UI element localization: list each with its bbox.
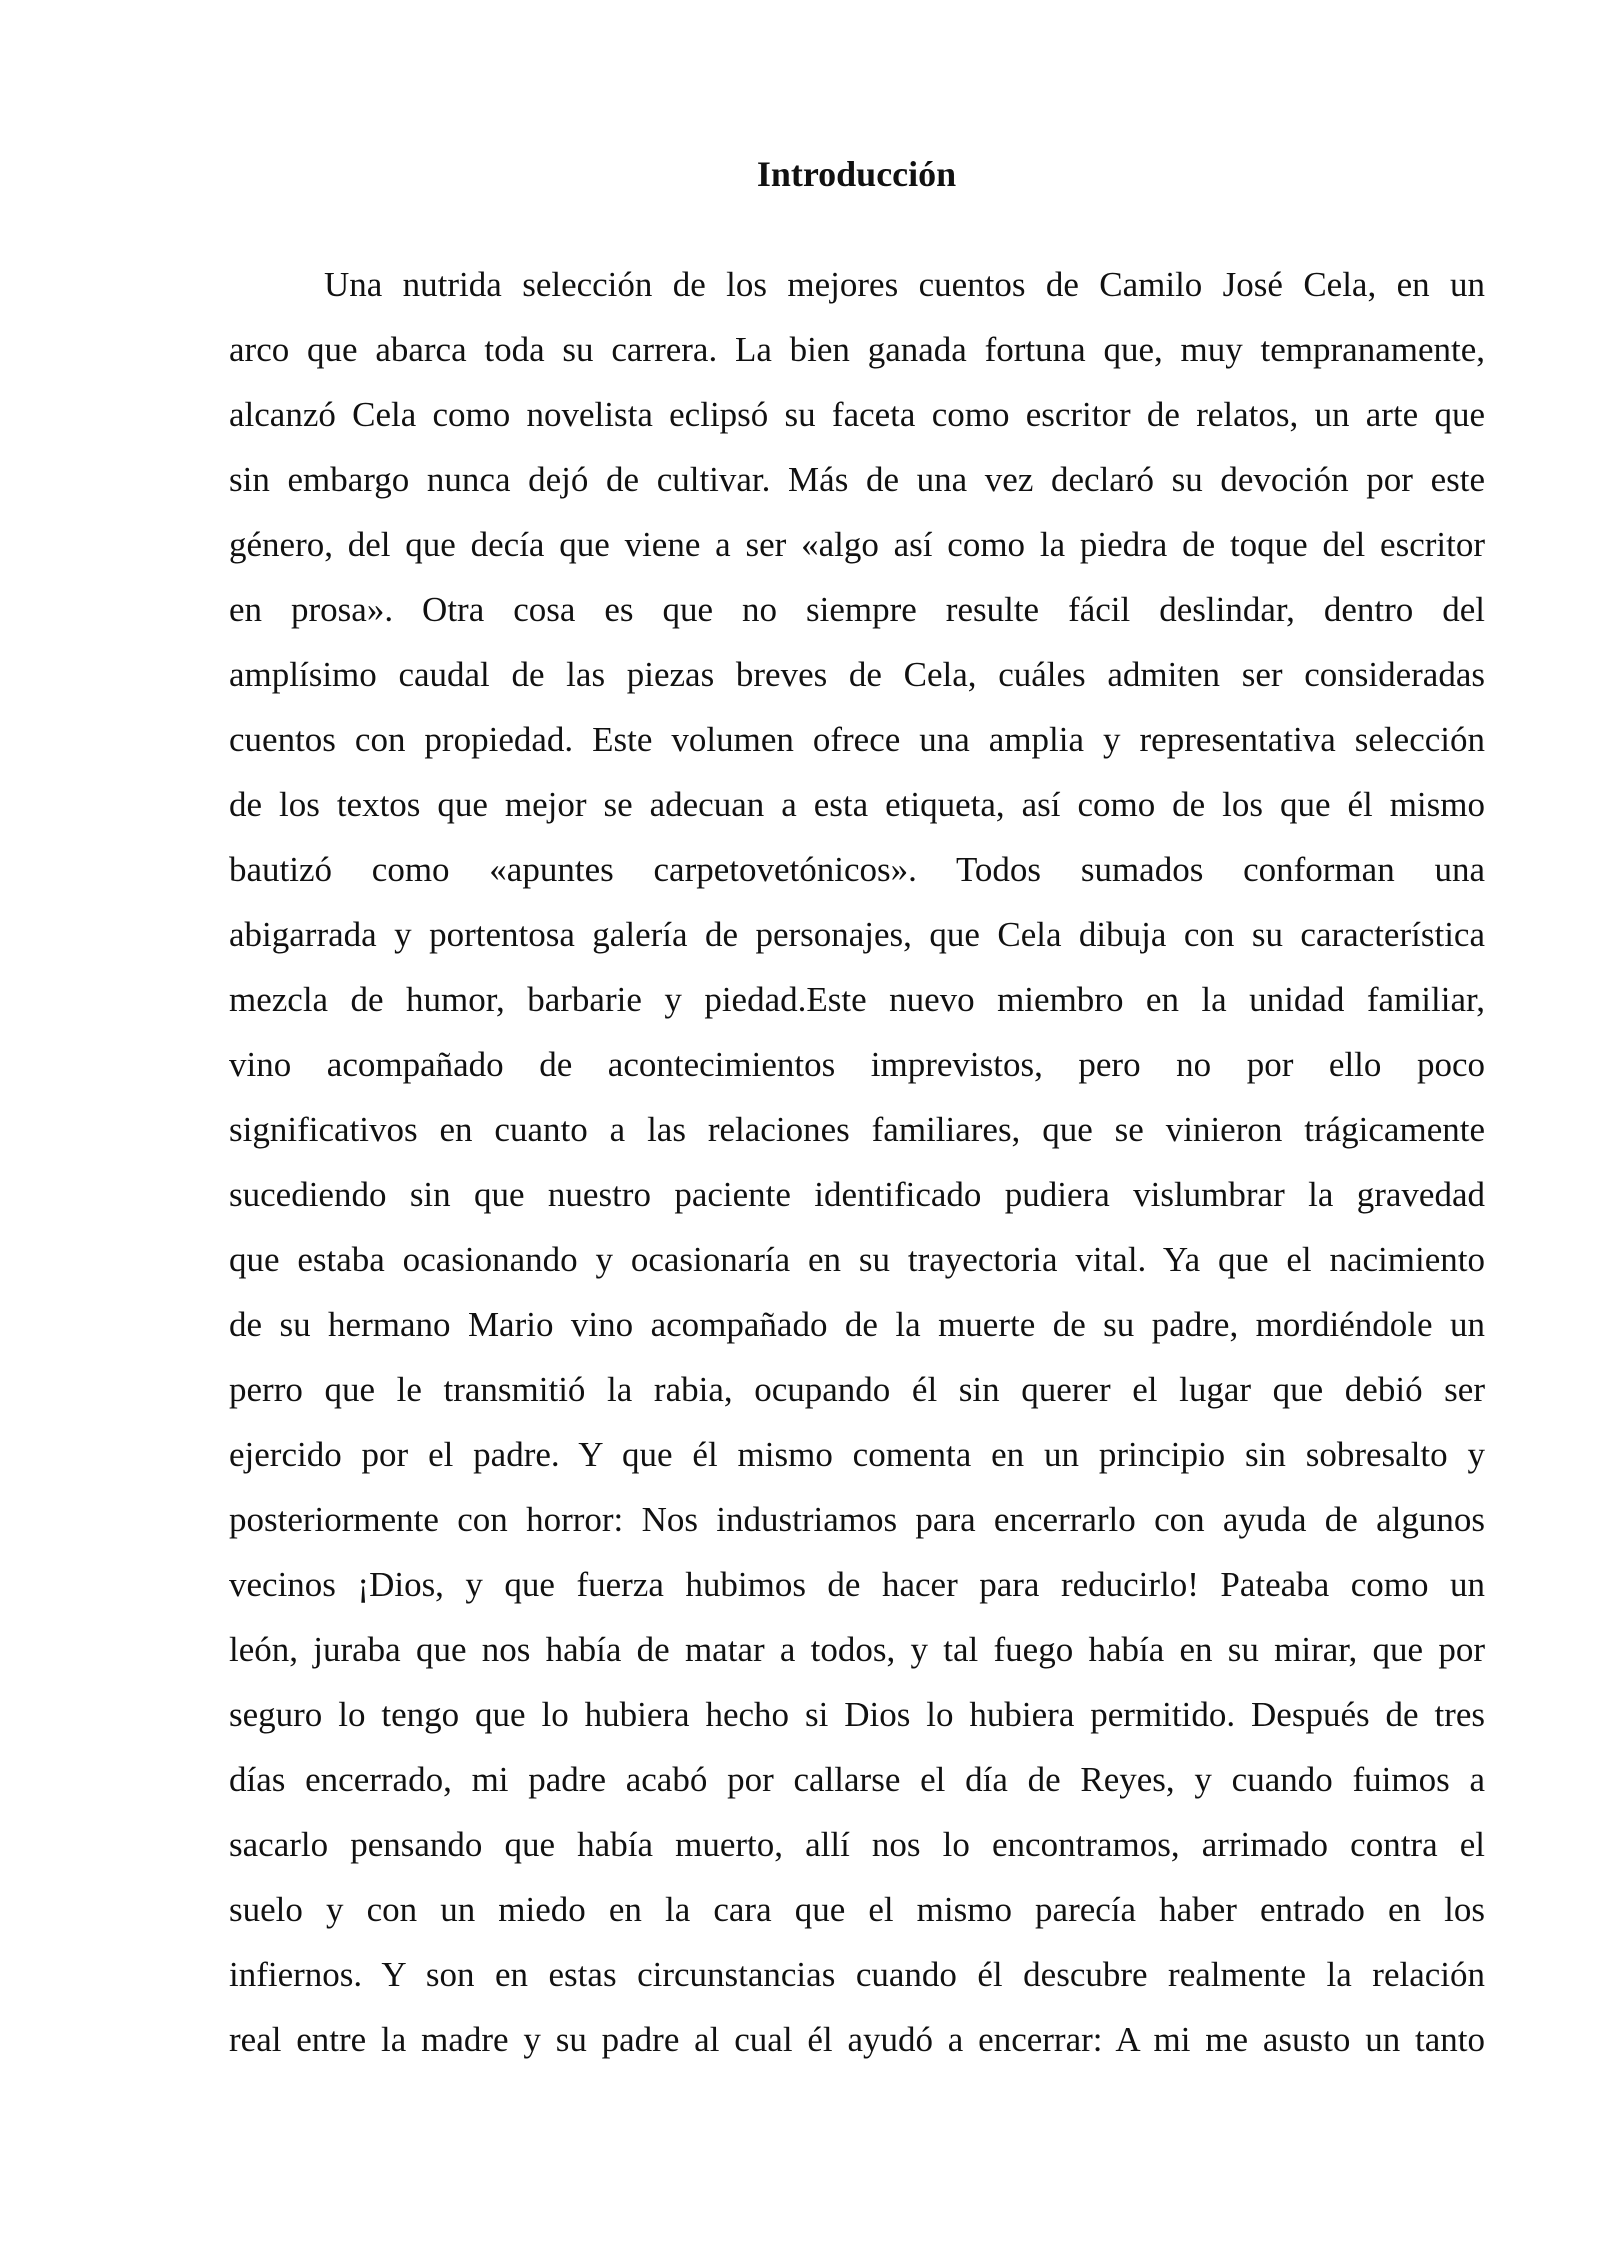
text-line: días encerrado, mi padre acabó por callarse el día de Reyes, y cuando fuimos a (229, 1760, 1485, 1799)
text-line: de su hermano Mario vino acompañado de la muerte de su padre, mordiéndole un (229, 1305, 1485, 1344)
text-line: alcanzó Cela como novelista eclipsó su faceta como escritor de relatos, un arte que (229, 395, 1485, 434)
document-body (229, 252, 1485, 2072)
text-line: de los textos que mejor se adecuan a esta etiqueta, así como de los que él mismo (229, 785, 1485, 824)
text-line: amplísimo caudal de las piezas breves de Cela, cuáles admiten ser consideradas (229, 655, 1485, 694)
text-line: arco que abarca toda su carrera. La bien ganada fortuna que, muy tempranamente, (229, 330, 1485, 369)
text-line: sacarlo pensando que había muerto, allí nos lo encontramos, arrimado contra el (229, 1825, 1485, 1864)
text-line: abigarrada y portentosa galería de personajes, que Cela dibuja con su característica (229, 915, 1485, 954)
text-line: posteriormente con horror: Nos industriamos para encerrarlo con ayuda de algunos (229, 1500, 1485, 1539)
text-line: león, juraba que nos había de matar a todos, y tal fuego había en su mirar, que por (229, 1630, 1485, 1669)
text-line: cuentos con propiedad. Este volumen ofrece una amplia y representativa selección (229, 720, 1485, 759)
text-line: género, del que decía que viene a ser «algo así como la piedra de toque del escritor (229, 525, 1485, 564)
text-line: vecinos ¡Dios, y que fuerza hubimos de hacer para reducirlo! Pateaba como un (229, 1565, 1485, 1604)
text-line: en prosa». Otra cosa es que no siempre resulte fácil deslindar, dentro del (229, 590, 1485, 629)
text-line: suelo y con un miedo en la cara que el mismo parecía haber entrado en los (229, 1890, 1485, 1929)
paragraph (229, 252, 1485, 2072)
text-line: vino acompañado de acontecimientos imprevistos, pero no por ello poco (229, 1045, 1485, 1084)
document-title: Introducción (756, 154, 957, 194)
text-line: ejercido por el padre. Y que él mismo comenta en un principio sin sobresalto y (229, 1435, 1485, 1474)
text-line: que estaba ocasionando y ocasionaría en su trayectoria vital. Ya que el nacimiento (229, 1240, 1485, 1279)
text-line: seguro lo tengo que lo hubiera hecho si Dios lo hubiera permitido. Después de tres (229, 1695, 1485, 1734)
text-line: real entre la madre y su padre al cual él ayudó a encerrar: A mi me asusto un tanto (229, 2020, 1485, 2059)
text-line: infiernos. Y son en estas circunstancias cuando él descubre realmente la relación (229, 1955, 1485, 1994)
text-line: sin embargo nunca dejó de cultivar. Más de una vez declaró su devoción por este (229, 460, 1485, 499)
text-line: sucediendo sin que nuestro paciente identificado pudiera vislumbrar la gravedad (229, 1175, 1485, 1214)
text-line: Una nutrida selección de los mejores cuentos de Camilo José Cela, en un (324, 265, 1485, 304)
text-line: bautizó como «apuntes carpetovetónicos». Todos sumados conforman una (229, 850, 1485, 889)
text-line: mezcla de humor, barbarie y piedad.Este nuevo miembro en la unidad familiar, (229, 980, 1485, 1019)
text-line: perro que le transmitió la rabia, ocupando él sin querer el lugar que debió ser (229, 1370, 1485, 1409)
text-line: significativos en cuanto a las relaciones familiares, que se vinieron trágicamente (229, 1110, 1485, 1149)
